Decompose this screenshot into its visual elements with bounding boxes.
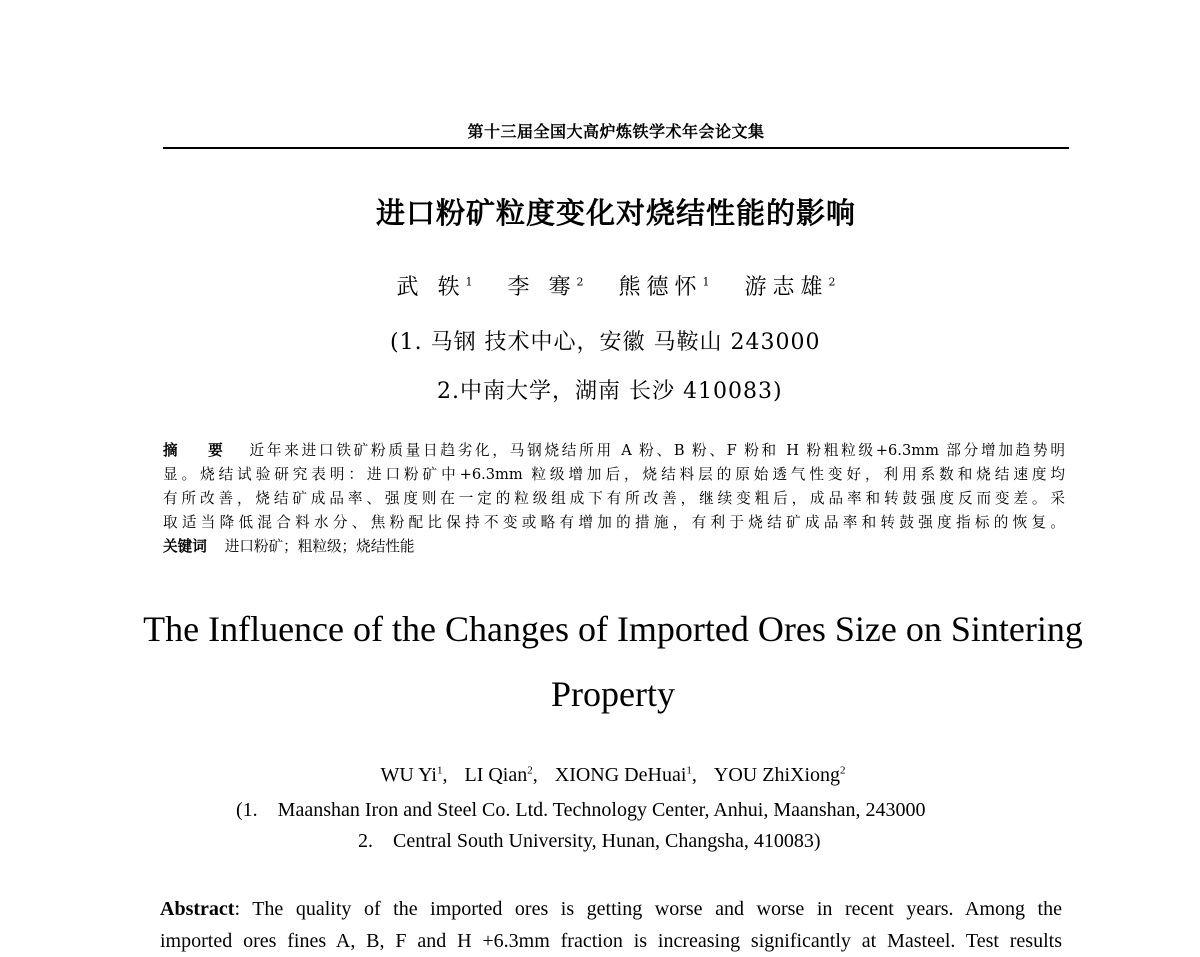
cn-author: 武 轶$^1$ [396, 275, 473, 300]
en-title-line-2: Property [551, 674, 675, 714]
header-rule [163, 147, 1069, 149]
en-author: XIONG DeHuai$^1$, [554, 764, 697, 786]
en-author: YOU ZhiXiong$^2$ [713, 764, 846, 786]
cn-keywords-label: 关键词 [163, 538, 207, 555]
cn-abstract-line: 摘 要 近年来进口铁矿粉质量日趋劣化，马钢烧结所用 A 粉、B 粉、F 粉和 H 粉粗粒级+6.3mm 部分增加趋势明 [163, 442, 1065, 459]
en-title-line-1: The Influence of the Changes of Imported Ores Size on Sintering [143, 609, 1083, 649]
cn-abstract-label: 摘 要 [163, 442, 236, 459]
en-affiliation-2: 2. Central South University, Hunan, Changsha, 410083) [358, 830, 821, 852]
cn-abstract-line: 显。烧结试验研究表明：进口粉矿中+6.3mm 粒级增加后，烧结料层的原始透气性变好，利用系数和烧结速度均 [163, 466, 1065, 483]
en-author-list [0, 764, 1200, 787]
en-abstract [160, 893, 1062, 957]
cn-keywords-text: 进口粉矿；粗粒级；烧结性能 [224, 538, 415, 555]
cn-author: 游志雄$^2$ [744, 275, 836, 300]
cn-title: 进口粉矿粒度变化对烧结性能的影响 [375, 196, 856, 230]
cn-abstract [163, 439, 1065, 559]
en-abstract-label: Abstract [160, 898, 235, 920]
cn-affiliation-1: (1. 马钢 技术中心，安徽 马鞍山 243000 [390, 330, 821, 355]
en-abstract-line: imported ores fines A, B, F and H +6.3mm fraction is increasing significantly at Masteel. Test results [160, 930, 1062, 952]
running-header: 第十三届全国大高炉炼铁学术年会论文集 [467, 122, 765, 141]
cn-abstract-line: 取适当降低混合料水分、焦粉配比保持不变或略有增加的措施，有利于烧结矿成品率和转鼓强度指标的恢复。 [163, 514, 1065, 531]
cn-author: 熊德怀$^1$ [618, 275, 710, 300]
en-affiliation-1: (1. Maanshan Iron and Steel Co. Ltd. Technology Center, Anhui, Maanshan, 243000 [236, 799, 926, 821]
cn-keywords [163, 535, 1065, 559]
en-author: WU Yi$^1$, [380, 764, 448, 786]
cn-author-list [0, 270, 1200, 301]
cn-abstract-line: 有所改善，烧结矿成品率、强度则在一定的粒级组成下有所改善，继续变粗后，成品率和转鼓强度反而变差。采 [163, 490, 1065, 507]
en-author: LI Qian$^2$, [464, 764, 538, 786]
cn-author: 李 骞$^2$ [507, 275, 584, 300]
en-abstract-line: Abstract: The quality of the imported ores is getting worse and worse in recent years. Among the [160, 898, 1062, 920]
cn-affiliation-2: 2.中南大学，湖南 长沙 410083) [437, 379, 783, 404]
